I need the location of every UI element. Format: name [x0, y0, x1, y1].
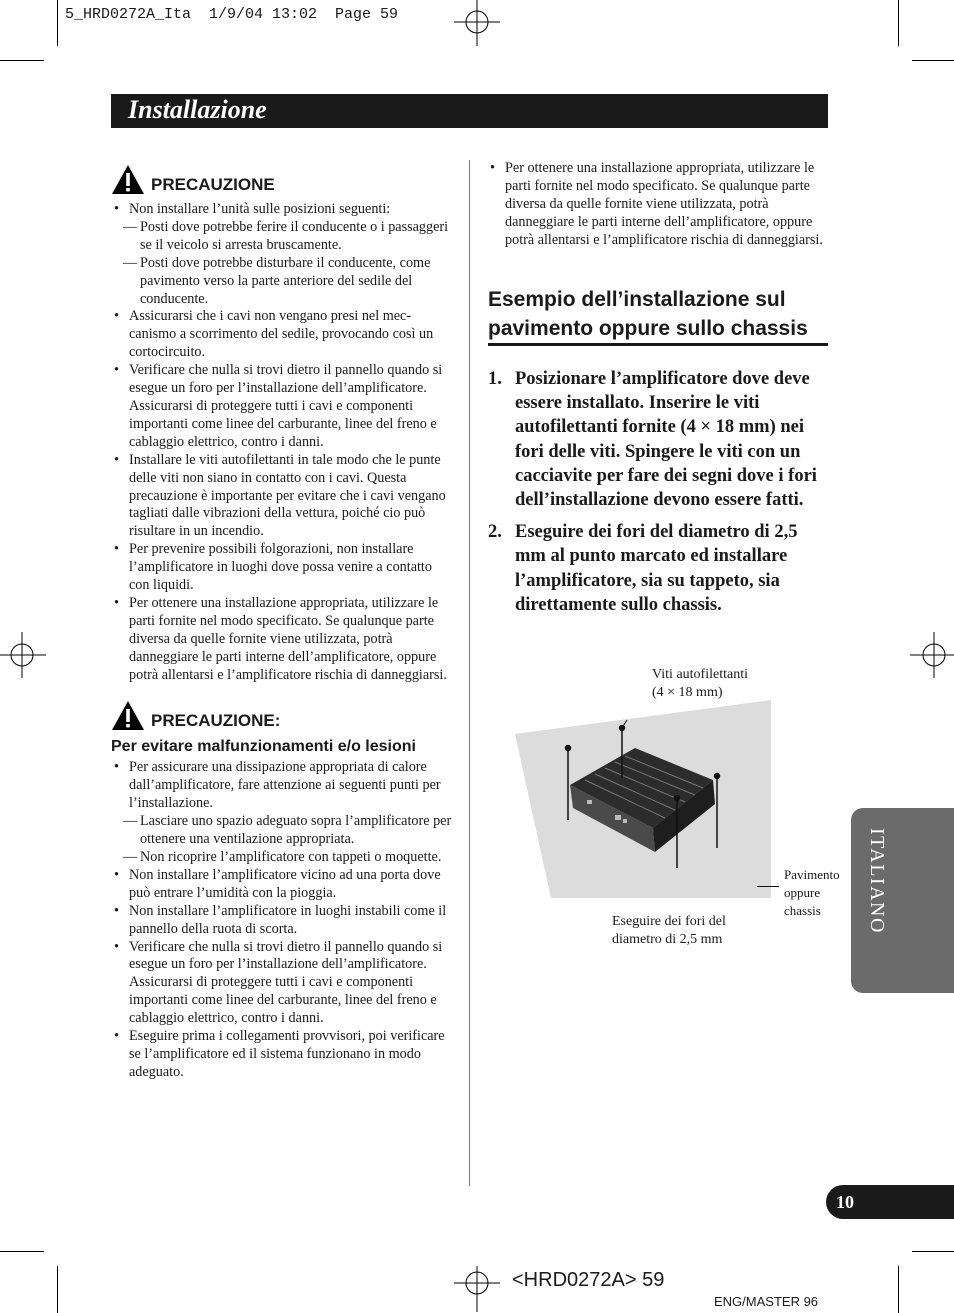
step-item: [488, 367, 828, 512]
section-heading: [488, 285, 828, 343]
step-number: 2.: [488, 522, 502, 543]
floor-label: [784, 866, 840, 920]
list-item: • Verificare che nulla si trovi dietro il pannello quando si esegue un foro per l’installazione dell’amplificatore. Assicurarsi di proteggere tutti i cavi e componenti importanti come linee del carburante, linee del freno e cablaggio elettrico, contro i danni.: [111, 939, 453, 1029]
section-heading-line: Esempio dell’installazione sul: [488, 288, 786, 311]
step-text: Posizionare l’amplificatore dove deve essere installato. Inserire le viti autofilettanti fornite (4 × 18 mm) nei fori delle viti. Spingere le viti con un cacciavite per fare dei segni dove i fori dell’installazione devono essere fatti.: [515, 369, 817, 511]
crop-mark: [57, 1266, 58, 1313]
installation-illustration: [515, 700, 777, 900]
holes-label: [612, 913, 726, 949]
list-item: • Per ottenere una installazione appropriata, utilizzare le parti fornite nel modo specificato. Se qualunque parte diversa da quelle fornite viene utilizzata, potrà danneggiare le parti interne dell’amplificatore, oppure potrà allentarsi e l’amplificatore rischia di danneggiarsi.: [111, 595, 453, 685]
figure-label-line: (4 × 18 mm): [652, 685, 723, 700]
footer-code: <HRD0272A> 59: [512, 1269, 665, 1291]
list-item: • Non installare l’amplificatore in luoghi instabili come il pannello della ruota di scorta.: [111, 903, 453, 939]
language-tab-text: ITALIANO: [866, 828, 888, 934]
crop-mark: [912, 1251, 954, 1252]
warning-triangle-icon: [111, 164, 145, 195]
leader-line: [757, 886, 779, 887]
list-item: • Installare le viti autofilettanti in tale modo che le punte delle viti non siano in contatto con i cavi. Questa precauzione è importante per evitare che i cavi vengano tagliati dalle vibrazioni della vettura, poiché cio può risultare in un incendio.: [111, 452, 453, 542]
screws-label: [652, 666, 748, 702]
crop-mark: [898, 1266, 899, 1313]
list-item: • Verificare che nulla si trovi dietro il pannello quando si esegue un foro per l’installazione dell’amplificatore. Assicurarsi di proteggere tutti i cavi e componenti importanti come linee del carburante, linee del freno e cablaggio elettrico, contro i danni.: [111, 362, 453, 452]
crop-mark: [57, 0, 58, 46]
print-slug: 5_HRD0272A_Ita 1/9/04 13:02 Page 59: [65, 6, 399, 23]
heading-rule: [488, 343, 828, 346]
list-item: • Eseguire prima i collegamenti provvisori, poi verificare se l’amplificatore ed il sistema funzionano in modo adeguato.: [111, 1028, 453, 1082]
warning-heading: PRECAUZIONE:: [151, 711, 281, 731]
steps-list: [488, 367, 828, 625]
step-number: 1.: [488, 369, 502, 389]
figure-label-line: Viti autofilettanti: [652, 667, 748, 682]
list-item: • Assicurarsi che i cavi non vengano presi nel meccanismo a scorrimento del sedile, provocando così un cortocircuito.: [111, 308, 453, 362]
warning-subheading: Per evitare malfunzionamenti e/o lesioni: [111, 738, 416, 756]
warning-header: [111, 700, 453, 731]
registration-mark-bottom: [454, 1266, 500, 1312]
figure-label-line: Pavimento: [784, 867, 840, 882]
registration-mark-right: [910, 632, 954, 678]
warning-header: [111, 164, 453, 195]
left-column: [111, 164, 453, 1082]
list-item: • Per prevenire possibili folgorazioni, non installare l’amplificatore in luoghi dove possa venire a contatto con liquidi.: [111, 541, 453, 595]
step-item: [488, 520, 828, 617]
list-item: • Per assicurare una dissipazione appropriata di calore dall’amplificatore, fare attenzione ai seguenti punti per l’installazione.: [111, 759, 453, 813]
list-item: • Non installare l’amplificatore vicino ad una porta dove può entrare l’umidità con la pioggia.: [111, 867, 453, 903]
figure-label-line: chassis: [784, 903, 821, 918]
crop-mark: [0, 1251, 44, 1252]
step-text: Eseguire dei fori del diametro di 2,5 mm al punto marcato ed installare l’amplificatore, sia su tappeto, sia direttamente sullo chassis.: [515, 522, 798, 615]
figure-label-line: diametro di 2,5 mm: [612, 932, 723, 947]
figure-label-line: oppure: [784, 885, 821, 900]
section-heading-line: pavimento oppure sullo chassis: [488, 317, 808, 340]
list-subitem: — Non ricoprire l’amplificatore con tappeti o moquette.: [111, 849, 453, 867]
crop-mark: [898, 0, 899, 46]
list-subitem: — Posti dove potrebbe ferire il conducente o i passaggeri se il veicolo si arresta bruscamente.: [111, 219, 453, 255]
list-item: • Per ottenere una installazione appropriata, utilizzare le parti fornite nel modo specificato. Se qualunque parte diversa da quelle fornite viene utilizzata, potrà danneggiare le parti interne dell’amplificatore, oppure potrà allentarsi e l’amplificatore rischia di danneggiarsi.: [487, 160, 823, 250]
list-subitem: — Lasciare uno spazio adeguato sopra l’amplificatore per ottenere una ventilazione appropriata.: [111, 813, 453, 849]
registration-mark-left: [0, 632, 46, 678]
warning-triangle-icon: [111, 700, 145, 731]
list-item: • Non installare l’unità sulle posizioni seguenti:: [111, 201, 453, 219]
crop-mark: [912, 60, 954, 61]
figure-label-line: Eseguire dei fori del: [612, 914, 726, 929]
language-tab-label: [851, 808, 891, 993]
page-number: 10: [836, 1192, 854, 1212]
warning-heading: PRECAUZIONE: [151, 175, 275, 194]
right-column-top: [487, 160, 823, 250]
footer-master: ENG/MASTER 96: [714, 1294, 819, 1309]
page-title: Installazione: [128, 95, 267, 124]
crop-mark: [0, 60, 44, 61]
registration-mark-top: [454, 0, 500, 46]
list-subitem: — Posti dove potrebbe disturbare il conducente, come pavimento verso la parte anteriore del sedile del conducente.: [111, 255, 453, 309]
column-divider: [469, 160, 470, 1186]
